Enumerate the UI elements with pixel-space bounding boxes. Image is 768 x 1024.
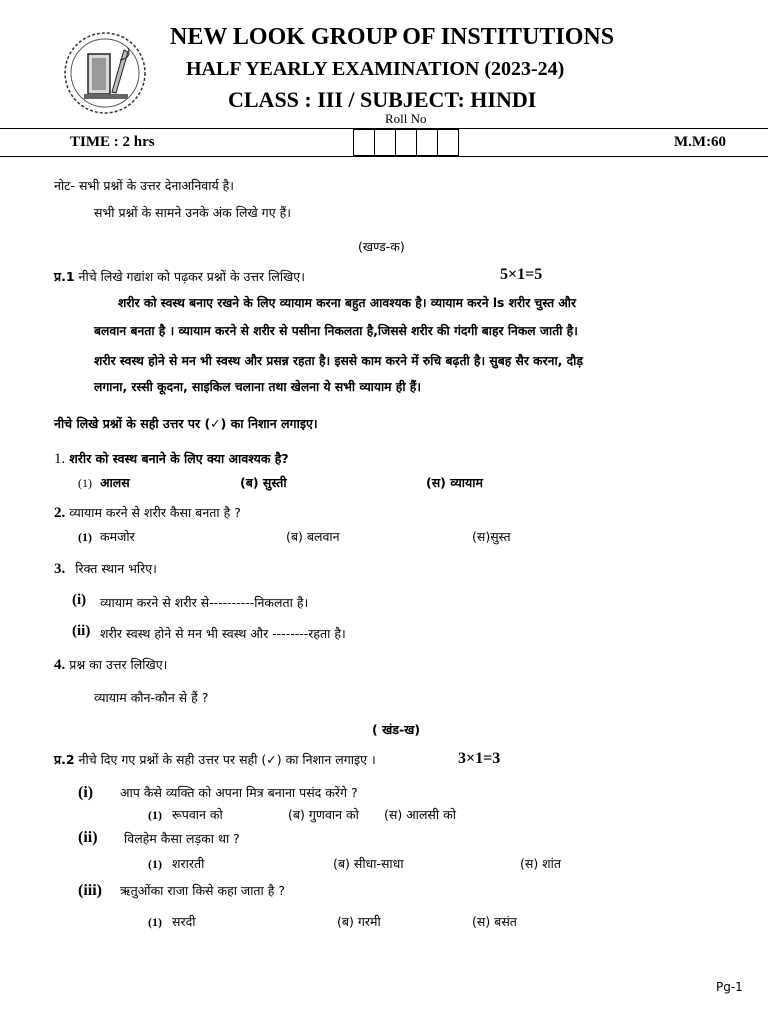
mcq-number: 1.	[54, 451, 66, 467]
roll-box[interactable]	[395, 129, 417, 156]
sub-number: (ii)	[72, 623, 91, 639]
option-number: (1)	[148, 915, 162, 929]
mcq-text: शरीर को स्वस्थ बनाने के लिए क्या आवश्यक है?	[69, 451, 289, 466]
option-number: (1)	[148, 808, 162, 822]
option-c[interactable]: (स) व्यायाम	[426, 475, 483, 490]
section-a-title: (खण्ड-क)	[358, 239, 405, 254]
mcq-2	[54, 504, 241, 522]
passage-line-3: शरीर स्वस्थ होने से मन भी स्वस्थ और प्रसन्न रहता है। इससे काम करने में रुचि बढ़ती है। सुबह सैर करना, दौड़	[94, 354, 583, 368]
institution-name: NEW LOOK GROUP OF INSTITUTIONS	[170, 24, 615, 50]
option-a[interactable]: शरारती	[172, 856, 205, 871]
sub-number: (i)	[78, 784, 94, 801]
question-1-heading	[54, 268, 305, 285]
option-c[interactable]: (स) बसंत	[472, 914, 517, 929]
sub-number: (iii)	[78, 882, 102, 899]
tick-instruction: नीचे लिखे प्रश्नों के सही उत्तर पर (✓) का निशान लगाइए।	[54, 416, 318, 431]
roll-label: Roll No	[385, 111, 427, 126]
note-line-2: सभी प्रश्नों के सामने उनके अंक लिखे गए हैं।	[94, 205, 291, 220]
question-number: प्र.2	[54, 752, 75, 767]
question-text: नीचे लिखे गद्यांश को पढ़कर प्रश्नों के उत्तर लिखिए।	[78, 269, 305, 284]
mcq-text: व्यायाम करने से शरीर कैसा बनता है ?	[69, 505, 241, 520]
fill-blank-2: शरीर स्वस्थ होने से मन भी स्वस्थ और --------रहता है।	[100, 626, 346, 641]
option-number: (1)	[148, 857, 162, 871]
fill-blank-1: व्यायाम करने से शरीर से----------निकलता है।	[100, 595, 309, 610]
question-4	[54, 656, 167, 674]
option-b[interactable]: (ब) सुस्ती	[240, 475, 287, 490]
time-label: TIME : 2 hrs	[70, 134, 155, 150]
question-2-heading	[54, 751, 376, 768]
sub-number: (ii)	[78, 829, 98, 846]
passage-line-1: शरीर को स्वस्थ बनाए रखने के लिए व्यायाम करना बहुत आवश्यक है। व्यायाम करने ls शरीर चुस्त और	[118, 296, 577, 310]
option-a[interactable]: रूपवान को	[172, 807, 223, 822]
institution-logo-icon	[62, 30, 148, 116]
mcq-b3-text: ऋतुओंका राजा किसे कहा जाता है ?	[120, 883, 286, 898]
option-number: (1)	[78, 530, 92, 544]
page-number: Pg-1	[716, 980, 743, 994]
option-a[interactable]: कमजोर	[100, 529, 135, 544]
question-number: 4.	[54, 657, 66, 673]
passage-line-2: बलवान बनता है । व्यायाम करने से शरीर से पसीना निकलता है,जिससे शरीर की गंदगी बाहर निकल जाती है।	[94, 324, 578, 338]
question-2-marks: 3×1=3	[458, 750, 501, 767]
option-c[interactable]: (स) शांत	[520, 856, 562, 871]
exam-title: HALF YEARLY EXAMINATION (2023-24)	[186, 58, 565, 80]
option-c[interactable]: (स) आलसी को	[384, 807, 456, 822]
option-number: (1)	[78, 476, 92, 490]
mcq-number: 2.	[54, 505, 66, 521]
section-b-title: ( खंड-ख)	[372, 722, 421, 737]
mcq-1	[54, 450, 289, 468]
note-line-1: नोट- सभी प्रश्नों के उत्तर देनाअनिवार्य है।	[54, 178, 235, 193]
class-subject: CLASS : III / SUBJECT: HINDI	[228, 87, 537, 112]
option-a[interactable]: आलस	[100, 475, 130, 490]
roll-box[interactable]	[353, 129, 375, 156]
question-number: 3.	[54, 561, 66, 577]
mcq-b1-text: आप कैसे व्यक्ति को अपना मित्र बनाना पसंद करेंगे ?	[120, 785, 358, 800]
question-text: प्रश्न का उत्तर लिखिए।	[69, 657, 168, 672]
question-text: नीचे दिए गए प्रश्नों के सही उत्तर पर सही (✓) का निशान लगाइए ।	[78, 752, 376, 767]
option-b[interactable]: (ब) सीधा-साधा	[333, 856, 404, 871]
question-text: रिक्त स्थान भरिए।	[75, 561, 157, 576]
question-number: प्र.1	[54, 269, 75, 284]
roll-number-boxes[interactable]	[353, 129, 458, 156]
header-bottom-rule	[0, 156, 768, 157]
max-marks-label: M.M:60	[674, 134, 727, 150]
option-b[interactable]: (ब) गुणवान को	[288, 807, 359, 822]
option-c[interactable]: (स)सुस्त	[472, 529, 511, 544]
option-a[interactable]: सरदी	[172, 914, 196, 929]
question-1-marks: 5×1=5	[500, 266, 543, 283]
passage-line-4: लगाना, रस्सी कूदना, साइकिल चलाना तथा खेलना ये सभी व्यायाम ही हैं।	[94, 380, 421, 394]
question-4-sub: व्यायाम कौन-कौन से हैं ?	[94, 690, 209, 705]
sub-number: (i)	[72, 592, 87, 608]
option-b[interactable]: (ब) बलवान	[286, 529, 340, 544]
roll-box[interactable]	[437, 129, 459, 156]
roll-box[interactable]	[374, 129, 396, 156]
question-3	[54, 560, 157, 578]
mcq-b2-text: विलहेम कैसा लड़का था ?	[124, 831, 240, 846]
option-b[interactable]: (ब) गरमी	[337, 914, 381, 929]
roll-box[interactable]	[416, 129, 438, 156]
